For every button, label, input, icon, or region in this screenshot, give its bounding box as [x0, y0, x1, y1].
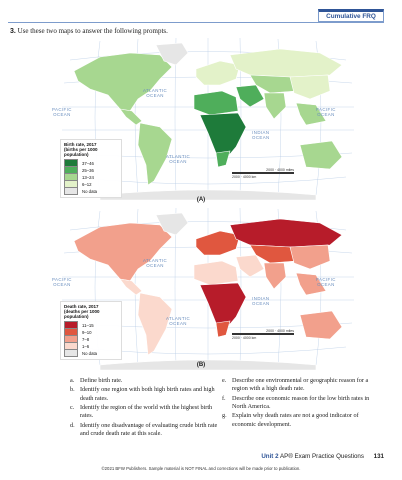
- prompt-text: Identify one disadvantage of evaluating crude birth rate and crude death rate at this scale.: [80, 421, 218, 438]
- birth-rate-legend-label: No data: [82, 188, 98, 194]
- ocean-label-pacific-west: PACIFIC OCEAN: [52, 107, 72, 117]
- birth-rate-legend-swatch: [64, 187, 78, 195]
- footer-section: AP® Exam Practice Questions: [279, 453, 364, 460]
- prompt-text: Identify the region of the world with the highest birth rates.: [80, 404, 213, 420]
- scale-miles: 2000 · 4000 miles: [266, 329, 294, 333]
- ocean-label-atlantic-south: ATLANTIC OCEAN: [166, 316, 191, 326]
- north-africa: [194, 91, 238, 115]
- ocean-label-atlantic-south: ATLANTIC OCEAN: [166, 154, 191, 164]
- scale-bar: [232, 333, 294, 335]
- prompt-letter: e.: [222, 377, 227, 384]
- prompt-text: Describe one environmental or geographic reason for a region with a high death rate.: [232, 377, 369, 393]
- death-rate-legend-label: 11–15: [82, 322, 94, 328]
- death-rate-legend-item: [64, 350, 118, 357]
- map-a-label: (A): [196, 197, 206, 203]
- scale-km: 2000 · 4000 km: [232, 335, 257, 340]
- death-rate-legend: [60, 301, 122, 360]
- russia: [230, 219, 342, 247]
- question-number: 3.: [10, 28, 16, 35]
- ocean-label-indian: INDIAN OCEAN: [252, 296, 270, 306]
- north-america: [74, 223, 172, 281]
- cumulative-frq-badge: Cumulative FRQ: [318, 9, 384, 22]
- scale-bar: [232, 172, 294, 174]
- prompt-item: [70, 422, 222, 439]
- map-b-scale: [232, 329, 294, 340]
- prompt-text: Identify one region with both high birth rates and high death rates.: [80, 386, 215, 402]
- europe: [196, 61, 240, 85]
- ocean-label-atlantic-north: ATLANTIC OCEAN: [143, 258, 168, 268]
- ocean-label-pacific-east: PACIFIC OCEAN: [316, 107, 336, 117]
- footer-title: [261, 453, 384, 460]
- prompt-letter: f.: [222, 394, 226, 402]
- birth-rate-legend: [60, 139, 122, 198]
- prompt-letter: c.: [70, 404, 75, 412]
- prompt-letter: g.: [222, 412, 227, 420]
- ocean-label-indian: INDIAN OCEAN: [252, 130, 270, 140]
- prompt-letter: d.: [70, 421, 75, 429]
- prompt-column-right: [222, 377, 370, 440]
- question-prompt: [10, 27, 168, 35]
- prompt-item: [70, 386, 222, 403]
- southern-africa: [216, 151, 230, 167]
- death-rate-legend-items: [64, 322, 118, 357]
- death-rate-map: [52, 205, 356, 370]
- ocean-label-pacific-east: PACIFIC OCEAN: [316, 277, 336, 287]
- copyright-note: ©2021 BFW Publishers. Sample material is NOT FINAL and corrections will be made prior to publication.: [101, 466, 301, 471]
- scale-km: 2000 · 4000 km: [232, 174, 257, 179]
- prompt-item: [70, 377, 222, 385]
- north-america: [74, 53, 172, 111]
- death-rate-legend-label: No data: [82, 350, 98, 356]
- southern-africa: [216, 321, 230, 337]
- death-rate-legend-label: 7–8: [82, 336, 90, 342]
- prompt-item: [222, 377, 370, 394]
- prompt-text: Define birth rate.: [80, 377, 123, 384]
- birth-rate-legend-label: 13–24: [82, 174, 94, 180]
- death-rate-legend-title: Death rate, 2017 (deaths per 1000 population): [64, 304, 100, 320]
- prompt-text: Describe one economic reason for the low birth rates in North America.: [232, 394, 370, 411]
- footer-unit: Unit 2: [261, 453, 279, 460]
- australia: [300, 311, 342, 339]
- europe: [196, 231, 240, 255]
- death-rate-legend-swatch: [64, 349, 78, 357]
- prompt-letter: b.: [70, 386, 75, 394]
- north-africa: [194, 261, 238, 285]
- prompt-list: [70, 377, 370, 440]
- east-asia: [290, 245, 330, 269]
- prompt-column-left: [70, 377, 222, 440]
- australia: [300, 141, 342, 169]
- prompt-text: Explain why death rates are not a good indicator of economic development.: [232, 412, 359, 428]
- death-rate-legend-label: 9–10: [82, 329, 92, 335]
- map-a-scale: [232, 168, 294, 179]
- birth-rate-legend-label: 6–12: [82, 181, 92, 187]
- question-text: Use these two maps to answer the following prompts.: [17, 27, 168, 35]
- scale-miles: 2000 · 4000 miles: [266, 168, 294, 172]
- east-asia: [290, 75, 330, 99]
- page-number: 131: [373, 453, 384, 460]
- middle-east: [236, 85, 264, 107]
- south-asia: [264, 263, 286, 289]
- birth-rate-legend-label: 25–36: [82, 167, 94, 173]
- prompt-item: [222, 412, 370, 429]
- death-rate-legend-label: 1–6: [82, 343, 90, 349]
- central-america: [120, 109, 142, 125]
- prompt-item: [70, 404, 222, 421]
- header-rule: [8, 22, 384, 23]
- ocean-label-pacific-west: PACIFIC OCEAN: [52, 277, 72, 287]
- south-asia: [264, 93, 286, 119]
- ocean-label-atlantic-north: ATLANTIC OCEAN: [143, 88, 168, 98]
- middle-east: [236, 255, 264, 277]
- map-b-label: (B): [196, 362, 206, 368]
- birth-rate-legend-label: 37–46: [82, 160, 94, 166]
- russia: [230, 49, 342, 77]
- prompt-item: [222, 395, 370, 412]
- birth-rate-map: [52, 35, 356, 200]
- birth-rate-legend-title: Birth rate, 2017 (births per 1000 population): [64, 142, 98, 158]
- central-america: [120, 279, 142, 295]
- birth-rate-legend-items: [64, 160, 118, 195]
- birth-rate-legend-item: [64, 188, 118, 195]
- prompt-letter: a.: [70, 377, 75, 384]
